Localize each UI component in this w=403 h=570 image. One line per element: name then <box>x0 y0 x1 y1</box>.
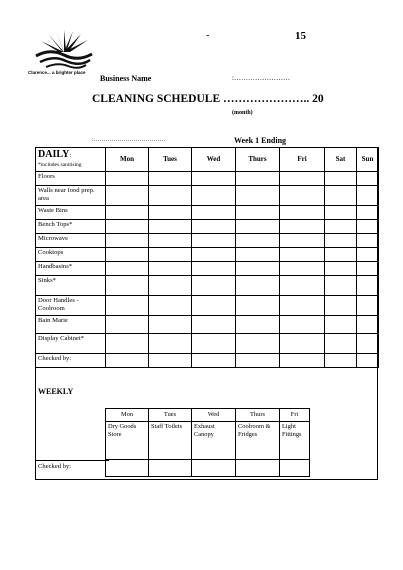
check-cell[interactable] <box>357 234 379 248</box>
weekly-day-header-wed: Wed <box>192 409 236 422</box>
check-cell[interactable] <box>192 354 236 368</box>
check-cell[interactable] <box>149 316 192 334</box>
check-cell[interactable] <box>149 460 192 477</box>
check-cell[interactable] <box>357 334 379 354</box>
task-label: Waste Bins <box>36 206 106 220</box>
weekly-task-cell[interactable]: Staff Toilets <box>149 422 192 460</box>
week-ending-field[interactable]: :……………………………… <box>92 137 166 143</box>
check-cell[interactable] <box>236 262 280 276</box>
check-cell[interactable] <box>325 354 357 368</box>
check-cell[interactable] <box>149 262 192 276</box>
check-cell[interactable] <box>325 234 357 248</box>
check-cell[interactable] <box>280 460 310 477</box>
check-cell[interactable] <box>280 276 325 296</box>
task-label: Cooktops <box>36 248 106 262</box>
check-cell[interactable] <box>192 248 236 262</box>
check-cell[interactable] <box>192 460 236 477</box>
check-cell[interactable] <box>192 220 236 234</box>
check-cell[interactable] <box>192 172 236 186</box>
check-cell[interactable] <box>236 206 280 220</box>
check-cell[interactable] <box>280 262 325 276</box>
sun-over-waves-logo-icon <box>28 30 100 72</box>
check-cell[interactable] <box>325 296 357 316</box>
table-row <box>36 316 379 334</box>
check-cell[interactable] <box>357 206 379 220</box>
daily-label: DAILY <box>38 149 70 160</box>
table-row <box>36 334 379 354</box>
page-number: 15 <box>295 30 306 42</box>
weekly-task-cell[interactable]: Coolroom & Fridges <box>236 422 280 460</box>
task-label: Bain Marie <box>36 316 106 334</box>
check-cell[interactable] <box>325 316 357 334</box>
weekly-day-header-mon: Mon <box>106 409 149 422</box>
check-cell[interactable] <box>236 460 280 477</box>
task-label: Microwave <box>36 234 106 248</box>
table-row <box>36 206 379 220</box>
day-header-tues: Tues <box>149 148 192 172</box>
day-header-fri: Fri <box>280 148 325 172</box>
check-cell[interactable] <box>357 276 379 296</box>
check-cell[interactable] <box>149 172 192 186</box>
check-cell[interactable] <box>357 296 379 316</box>
task-label: Display Cabinet* <box>36 334 106 354</box>
check-cell[interactable] <box>149 354 192 368</box>
check-cell[interactable] <box>149 276 192 296</box>
check-cell[interactable] <box>106 172 149 186</box>
month-label: (month) <box>232 110 253 116</box>
check-cell[interactable] <box>325 262 357 276</box>
check-cell[interactable] <box>106 220 149 234</box>
daily-note: *includes sanitising <box>38 161 82 168</box>
check-cell[interactable] <box>192 262 236 276</box>
check-cell[interactable] <box>149 334 192 354</box>
check-cell[interactable] <box>106 206 149 220</box>
weekly-label: WEEKLY <box>38 387 74 396</box>
check-cell[interactable] <box>325 334 357 354</box>
check-cell[interactable] <box>357 262 379 276</box>
task-label: Handbasins* <box>36 262 106 276</box>
check-cell[interactable] <box>106 334 149 354</box>
day-header-mon: Mon <box>106 148 149 172</box>
header-dash: - <box>206 30 210 41</box>
check-cell[interactable] <box>325 186 357 206</box>
weekly-checked-by-label: Checked by: <box>38 463 72 470</box>
check-cell[interactable] <box>357 354 379 368</box>
week-ending-label: Week 1 Ending <box>234 136 287 145</box>
check-cell[interactable] <box>106 262 149 276</box>
task-label: Checked by: <box>36 354 106 368</box>
table-row <box>36 276 379 296</box>
check-cell[interactable] <box>106 248 149 262</box>
check-cell[interactable] <box>106 296 149 316</box>
task-label: Walls near food prep. area <box>36 186 106 206</box>
weekly-day-header-tues: Tues <box>149 409 192 422</box>
check-cell[interactable] <box>236 296 280 316</box>
check-cell[interactable] <box>192 186 236 206</box>
check-cell[interactable] <box>192 234 236 248</box>
table-row <box>106 460 310 477</box>
weekly-schedule-table <box>105 408 310 477</box>
check-cell[interactable] <box>236 186 280 206</box>
day-header-wed: Wed <box>192 148 236 172</box>
table-row <box>36 220 379 234</box>
check-cell[interactable] <box>280 248 325 262</box>
check-cell[interactable] <box>325 172 357 186</box>
check-cell[interactable] <box>106 316 149 334</box>
page-title: CLEANING SCHEDULE ………………….. 20 <box>92 93 324 105</box>
check-cell[interactable] <box>236 220 280 234</box>
check-cell[interactable] <box>192 206 236 220</box>
task-label: Door Handles - Coolroom <box>36 296 106 316</box>
check-cell[interactable] <box>280 234 325 248</box>
weekly-day-header-thurs: Thurs <box>236 409 280 422</box>
check-cell[interactable] <box>280 186 325 206</box>
check-cell[interactable] <box>106 354 149 368</box>
divider-line <box>35 460 109 461</box>
check-cell[interactable] <box>192 276 236 296</box>
weekly-task-cell[interactable]: Light Fittings <box>280 422 310 460</box>
check-cell[interactable] <box>236 234 280 248</box>
task-label: Bench Tops* <box>36 220 106 234</box>
check-cell[interactable] <box>280 172 325 186</box>
check-cell[interactable] <box>236 172 280 186</box>
table-row <box>36 262 379 276</box>
check-cell[interactable] <box>280 334 325 354</box>
check-cell[interactable] <box>192 296 236 316</box>
table-row <box>36 234 379 248</box>
weekly-task-cell[interactable]: Dry Goods Store <box>106 422 149 460</box>
check-cell[interactable] <box>149 234 192 248</box>
check-cell[interactable] <box>149 206 192 220</box>
check-cell[interactable] <box>149 186 192 206</box>
check-cell[interactable] <box>106 460 149 477</box>
table-row <box>36 186 379 206</box>
check-cell[interactable] <box>325 248 357 262</box>
business-name-field[interactable]: :…………………… <box>232 74 290 82</box>
logo-caption: Clarence... a brighter place <box>28 70 86 75</box>
check-cell[interactable] <box>149 296 192 316</box>
check-cell[interactable] <box>357 172 379 186</box>
check-cell[interactable] <box>192 316 236 334</box>
check-cell[interactable] <box>236 316 280 334</box>
check-cell[interactable] <box>325 220 357 234</box>
check-cell[interactable] <box>149 220 192 234</box>
check-cell[interactable] <box>357 248 379 262</box>
weekly-day-header-fri: Fri <box>280 409 310 422</box>
task-label: Floors <box>36 172 106 186</box>
check-cell[interactable] <box>280 220 325 234</box>
daily-header-cell <box>36 148 106 172</box>
check-cell[interactable] <box>357 316 379 334</box>
table-row <box>36 172 379 186</box>
check-cell[interactable] <box>280 206 325 220</box>
task-label: Sinks* <box>36 276 106 296</box>
check-cell[interactable] <box>192 334 236 354</box>
daily-colon: : <box>69 152 72 159</box>
check-cell[interactable] <box>106 276 149 296</box>
table-row <box>36 296 379 316</box>
check-cell[interactable] <box>106 234 149 248</box>
check-cell[interactable] <box>236 248 280 262</box>
business-name-label: Business Name <box>100 74 152 83</box>
weekly-task-cell[interactable]: Exhaust Canopy <box>192 422 236 460</box>
check-cell[interactable] <box>357 186 379 206</box>
check-cell[interactable] <box>325 206 357 220</box>
table-row <box>106 422 310 460</box>
table-row <box>36 354 379 368</box>
check-cell[interactable] <box>236 354 280 368</box>
day-header-thurs: Thurs <box>236 148 280 172</box>
check-cell[interactable] <box>280 354 325 368</box>
day-header-sun: Sun <box>357 148 379 172</box>
check-cell[interactable] <box>236 334 280 354</box>
check-cell[interactable] <box>149 248 192 262</box>
check-cell[interactable] <box>106 186 149 206</box>
check-cell[interactable] <box>325 276 357 296</box>
check-cell[interactable] <box>280 316 325 334</box>
daily-schedule-table <box>35 147 379 368</box>
day-header-sat: Sat <box>325 148 357 172</box>
check-cell[interactable] <box>280 296 325 316</box>
table-row <box>36 248 379 262</box>
check-cell[interactable] <box>357 220 379 234</box>
check-cell[interactable] <box>236 276 280 296</box>
